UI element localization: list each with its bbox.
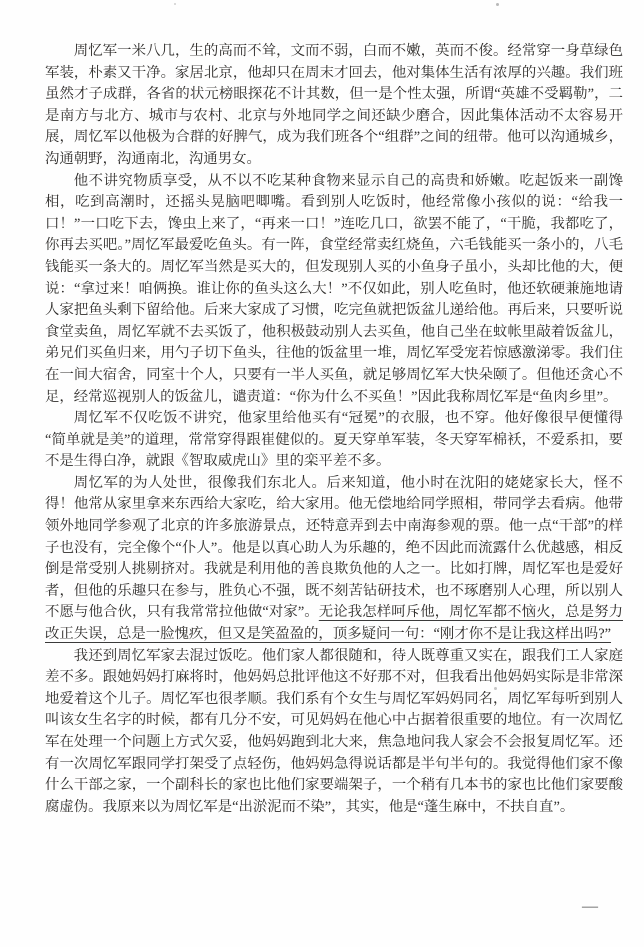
scan-speck (174, 3, 176, 5)
text-segment: 他不讲究物质享受，从不以不吃某种食物来显示自己的高贵和娇嫩。吃起饭来一副馋相，吃到高潮时，还摇头晃脑吧唧嘴。看到别人吃饭时，他经常像小孩似的说：“给我一口！”一口吃下去，馋虫上来了，“再来一口！”连吃几口，欲罢不能了，“干脆，我都吃了，你再去买吧。”周忆军最爱吃鱼头。有一阵，食堂经常卖红烧鱼，六毛钱能买一条小的，八毛钱能买一条大的。周忆军当然是买大的，但发现别人买的小鱼身子虽小，头却比他的大，便说：“拿过来！咱俩换。谁让你的鱼头这么大！”不仅如此，别人吃鱼时，他还软硬兼施地请人家把鱼头剩下留给他。后来大家成了习惯，吃完鱼就把饭盆儿递给他。再后来，只要听说食堂卖鱼，周忆军就不去买饭了，他积极鼓动别人去买鱼，他自己坐在蚊帐里敲着饭盆儿，弟兄们买鱼归来，用勺子切下鱼头，往他的饭盆里一堆，周忆军受宠若惊感激涕零。我们住在一间大宿舍，同室十个人，只要有一半人买鱼，就足够周忆军大快朵颐了。但他还贪心不足，经常巡视别人的饭盆儿，谴责道：“你为什么不买鱼！”因此我称周忆军是“鱼肉乡里”。 (45, 172, 623, 405)
text-segment: 周忆军不仅吃饭不讲究，他家里给他买有“冠冕”的衣服，也不穿。他好像很早便懂得“简单就是美”的道理，常常穿得跟崔健似的。夏天穿单军装，冬天穿军棉袄，不爱系扣，要不是生得白净，就跟《智取威虎山》里的栾平差不多。 (45, 410, 623, 470)
paragraph (45, 473, 623, 646)
page-number-dash: — (582, 898, 597, 915)
paragraph (45, 171, 623, 409)
document-body (45, 41, 623, 818)
paragraph (45, 41, 623, 171)
text-segment: 周忆军一米八几，生的高而不耸，文而不弱，白而不嫩，英而不俊。经常穿一身草绿色军装，朴素又干净。家居北京，他却只在周末才回去，他对集体生活有浓厚的兴趣。我们班虽然才子成群，各省的状元榜眼探花不计其数，但一是个性太强，所谓“英雄不受羁勒”，二是南方与北方、城市与农村、北京与外地同学之间还缺少磨合，因此集体活动不太容易开展，周忆军以他极为合群的好脾气，成为我们班各个“组群”之间的纽带。他可以沟通城乡，沟通朝野，沟通南北，沟通男女。 (45, 43, 623, 167)
text-segment: 周忆军的为人处世，很像我们东北人。后来知道，他小时在沈阳的姥姥家长大，怪不得！他常从家里拿来东西给大家吃，给大家用。他无偿地给同学照相，带同学去看病。他带领外地同学参观了北京的许多旅游景点，还特意弄到去中南海参观的票。他一点“干部”的样子也没有，完全像个“仆人”。他是以真心助人为乐趣的，绝不因此而流露什么优越感，相反倒是常受别人挑剔挤对。我就是利用他的善良欺负他的人之一。比如打牌，周忆军也是爱好者，但他的乐趣只在参与，胜负心不强，既不刻苦钻研技术，也不琢磨别人心理，所以别人不愿与他合伙，只有我常常拉他做“对家”。 (45, 474, 623, 621)
scan-speck (494, 687, 497, 690)
text-segment: 我还到周忆军家去混过饭吃。他们家人都很随和，待人既尊重又实在，跟我们工人家庭差不多。跟她妈妈打麻将时，他妈妈总批评他这不好那不对，但我看出他妈妈实际是非常深地爱着这个儿子。周忆军也很孝顺。我们系有个女生与周忆军妈妈同名，周忆军每听到别人叫该女生名字的时候，都有几分不安，可见妈妈在他心中占据着很重要的地位。有一次周忆军在处理一个问题上方式欠妥，他妈妈跑到北大来，焦急地问我人家会不会报复周忆军。还有一次周忆军跟同学打架受了点轻伤，他妈妈急得说话都是半句半句的。我觉得他们家不像什么干部之家，一个副科长的家也比他们家要端架子，一个稍有几本书的家也比他们家要酸腐虚伪。我原来以为周忆军是“出淤泥而不染”，其实，他是“蓬生麻中，不扶自直”。 (45, 647, 623, 815)
scan-speck (496, 3, 499, 6)
paragraph (45, 408, 623, 473)
paragraph (45, 646, 623, 819)
underlined-text-segment: 无论我怎样呵斥他，周忆军都不恼火，总是努力改正失误，总是一脸愧疚，但又是笑盈盈的，顶多疑问一句：“刚才你不是让我这样出吗?” (45, 604, 623, 643)
